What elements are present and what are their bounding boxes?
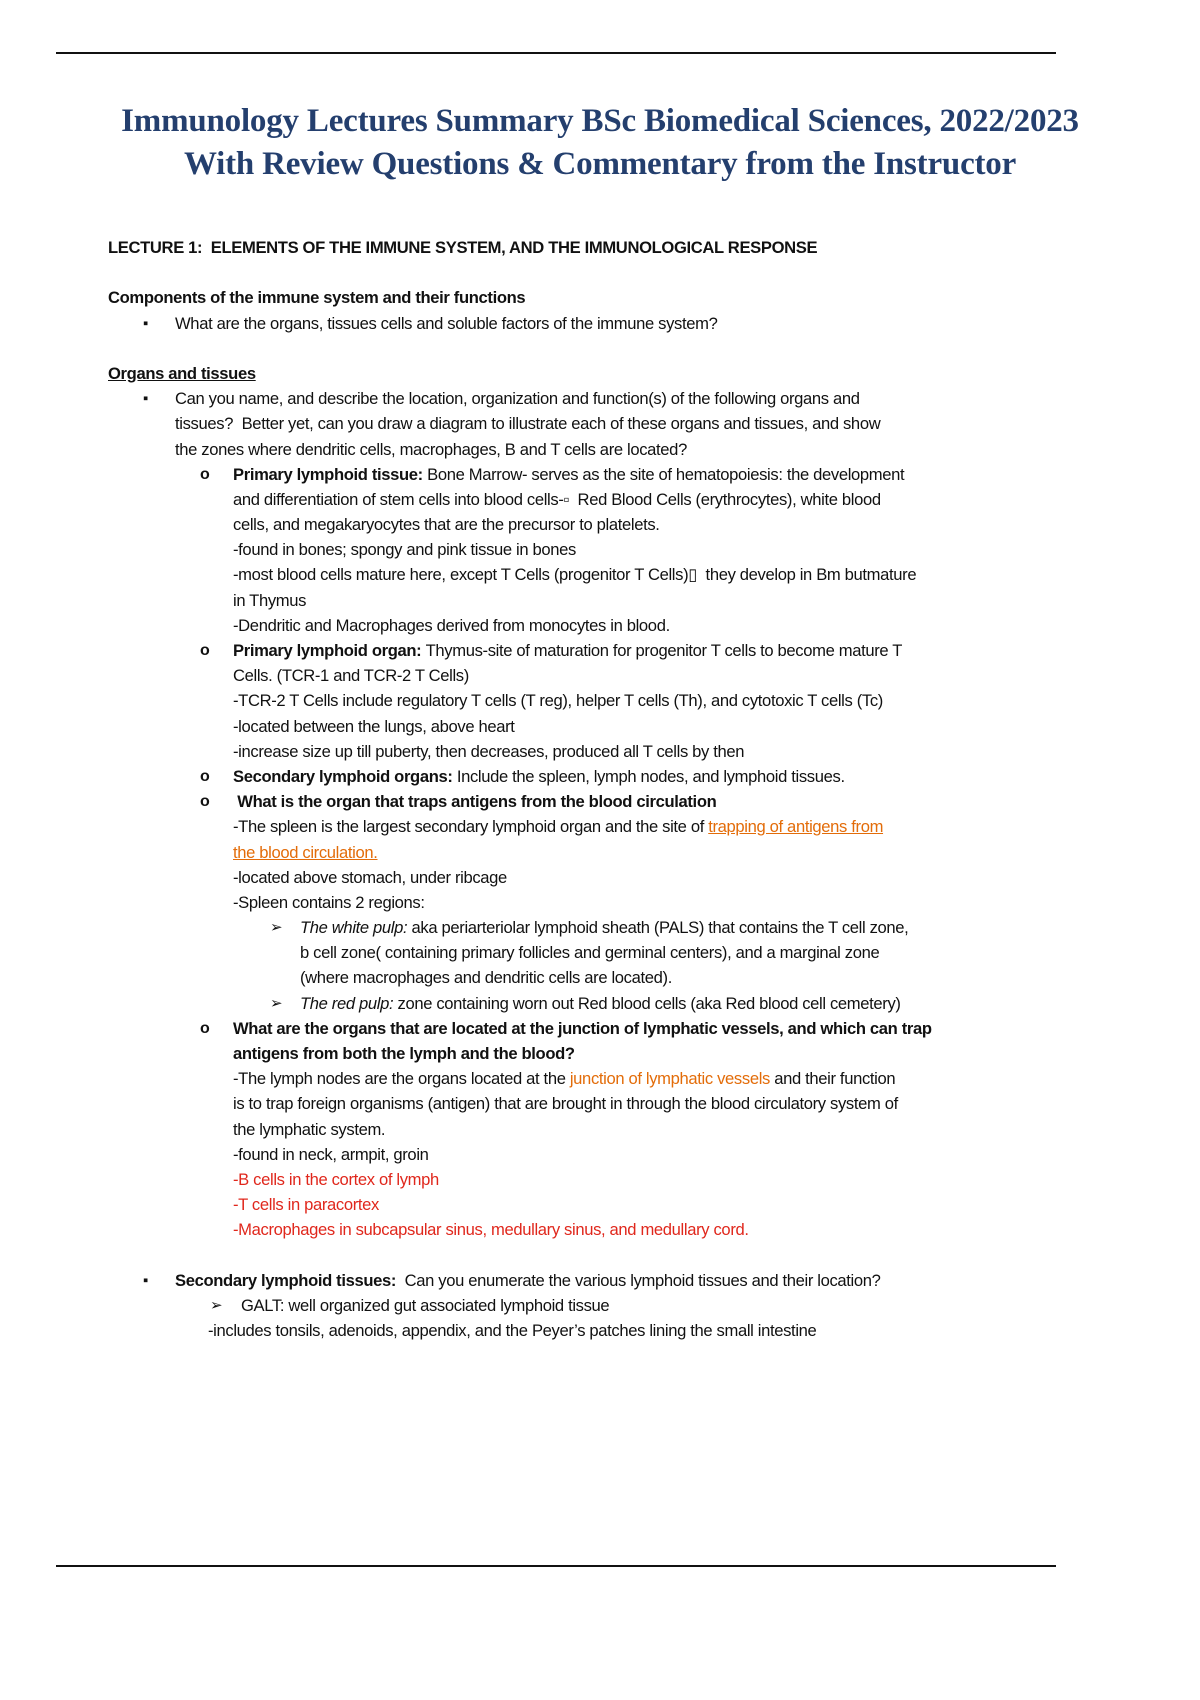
- document-title-line-1: Immunology Lectures Summary BSc Biomedical Sciences, 2022/2023: [121, 103, 1079, 139]
- bullet-arrow-icon: ➢: [210, 1296, 223, 1314]
- blank-line: [0, 260, 1200, 285]
- line-text: [233, 840, 378, 865]
- line-text: [233, 865, 507, 890]
- text: Bone Marrow- serves as the site of hematopoiesis: the development: [427, 464, 905, 484]
- line-text: [233, 487, 881, 512]
- line-text: [108, 285, 525, 310]
- line-text: [233, 562, 916, 587]
- bold-text: Organs and tissues: [108, 363, 256, 383]
- line-text: [300, 940, 879, 965]
- text: Thymus-site of maturation for progenitor T cells to become mature T: [425, 641, 903, 660]
- text: -TCR-2 T Cells include regulatory T cells (T reg), helper T cells (Th), and cytotoxic T cells (Tc): [233, 691, 883, 711]
- text-line: [0, 915, 1200, 940]
- line-text: [233, 588, 306, 613]
- document-body: [0, 235, 1200, 1343]
- text: and differentiation of stem cells into blood cells-▫ Red Blood Cells (erythrocytes), white blood: [233, 489, 881, 509]
- text-line: [0, 386, 1200, 411]
- line-text: [233, 613, 670, 638]
- line-text: [300, 965, 672, 990]
- orange-highlight-text: the blood circulation.: [233, 842, 378, 862]
- bold-text: Secondary lymphoid tissues:: [175, 1270, 397, 1290]
- top-rule: [56, 52, 1056, 54]
- line-text: [233, 663, 469, 688]
- text-line: [0, 235, 1200, 260]
- text-line: [0, 588, 1200, 613]
- line-text: [108, 235, 817, 260]
- bullet-arrow-icon: ➢: [270, 994, 283, 1012]
- text-line: [0, 814, 1200, 839]
- bold-text: LECTURE 1: ELEMENTS OF THE IMMUNE SYSTEM, AND THE IMMUNOLOGICAL RESPONSE: [108, 238, 818, 257]
- red-highlight-text: -Macrophages in subcapsular sinus, medullary sinus, and medullary cord.: [233, 1220, 749, 1240]
- blank-line: [0, 336, 1200, 361]
- text-line: [0, 1192, 1200, 1217]
- line-text: [233, 1142, 429, 1167]
- text-line: [0, 688, 1200, 713]
- text: tissues? Better yet, can you draw a diagram to illustrate each of these organs and tissues, and show: [175, 414, 881, 434]
- text: -located between the lungs, above heart: [233, 716, 515, 736]
- text: -The spleen is the largest secondary lymphoid organ and the site of: [233, 817, 709, 837]
- text: -found in bones; spongy and pink tissue in bones: [233, 540, 576, 560]
- text: -The lymph nodes are the organs located at the: [233, 1069, 570, 1089]
- text-line: [0, 487, 1200, 512]
- text: -located above stomach, under ribcage: [233, 867, 507, 887]
- text: the zones where dendritic cells, macrophages, B and T cells are located?: [175, 439, 687, 459]
- line-text: [233, 1192, 379, 1217]
- text-line: [0, 1167, 1200, 1192]
- line-text: [233, 890, 425, 915]
- bold-text: Components of the immune system and their functions: [108, 288, 526, 308]
- text: -found in neck, armpit, groin: [233, 1144, 429, 1164]
- text: Include the spleen, lymph nodes, and lymphoid tissues.: [456, 766, 845, 786]
- text-line: [0, 1318, 1200, 1343]
- text: Can you enumerate the various lymphoid tissues and their location?: [396, 1270, 881, 1290]
- text-line: [0, 411, 1200, 436]
- line-text: [233, 1091, 898, 1116]
- bold-text: What are the organs that are located at the junction of lymphatic vessels, and which can trap: [233, 1018, 932, 1038]
- bullet-circle-icon: o: [200, 1019, 210, 1037]
- bullet-square-icon: ▪: [143, 390, 148, 408]
- text-line: [0, 537, 1200, 562]
- line-text: [233, 714, 515, 739]
- text-line: [0, 1091, 1200, 1116]
- text: cells, and megakaryocytes that are the precursor to platelets.: [233, 515, 660, 535]
- line-text: [175, 411, 880, 436]
- italic-text: The red pulp:: [300, 993, 394, 1013]
- line-text: [233, 1016, 932, 1041]
- line-text: [175, 311, 717, 336]
- bullet-square-icon: ▪: [143, 1271, 148, 1289]
- text-line: [0, 663, 1200, 688]
- text: (where macrophages and dendritic cells are located).: [300, 968, 672, 988]
- line-text: [233, 537, 576, 562]
- text-line: [0, 638, 1200, 663]
- text-line: [0, 1142, 1200, 1167]
- text-line: [0, 1041, 1200, 1066]
- line-text: [233, 1041, 575, 1066]
- line-text: [233, 688, 883, 713]
- text-line: [0, 764, 1200, 789]
- line-text: [208, 1318, 816, 1343]
- text-line: [0, 714, 1200, 739]
- text-line: [0, 840, 1200, 865]
- text: GALT: well organized gut associated lymphoid tissue: [241, 1295, 610, 1315]
- text-line: [0, 1016, 1200, 1041]
- line-text: [233, 764, 845, 789]
- document-title-line-2: With Review Questions & Commentary from the Instructor: [183, 146, 1017, 182]
- line-text: [175, 386, 860, 411]
- line-text: [300, 991, 901, 1016]
- line-text: [233, 512, 660, 537]
- text-line: [0, 512, 1200, 537]
- text: Can you name, and describe the location, organization and function(s) of the following organs and: [175, 389, 860, 409]
- text-line: [0, 789, 1200, 814]
- line-text: [175, 437, 687, 462]
- text-line: [0, 1293, 1200, 1318]
- bullet-circle-icon: o: [200, 767, 210, 785]
- red-highlight-text: -T cells in paracortex: [233, 1195, 380, 1215]
- text-line: [0, 1117, 1200, 1142]
- bold-text: Primary lymphoid organ:: [233, 641, 426, 660]
- line-text: [233, 814, 883, 839]
- bullet-circle-icon: o: [200, 642, 210, 659]
- line-text: [233, 1117, 385, 1142]
- bold-text: Primary lymphoid tissue:: [233, 464, 428, 484]
- text: aka periarteriolar lymphoid sheath (PALS) that contains the T cell zone,: [407, 918, 909, 938]
- line-text: [233, 1066, 895, 1091]
- text-line: [0, 361, 1200, 386]
- text-line: [0, 940, 1200, 965]
- text-line: [0, 311, 1200, 336]
- text-line: [0, 991, 1200, 1016]
- text: b cell zone( containing primary follicles and germinal centers), and a marginal zone: [300, 943, 880, 963]
- text-line: [0, 462, 1200, 487]
- text-line: [0, 1066, 1200, 1091]
- bold-text: Secondary lymphoid organs:: [233, 766, 457, 786]
- text: -most blood cells mature here, except T Cells (progenitor T Cells)▯ they develop in Bm butmature: [233, 565, 917, 585]
- text-line: [0, 613, 1200, 638]
- blank-line: [0, 1243, 1200, 1268]
- bold-text: What is the organ that traps antigens from the blood circulation: [233, 792, 717, 812]
- bullet-circle-icon: o: [200, 465, 210, 483]
- bottom-rule: [56, 1565, 1056, 1567]
- text: -Spleen contains 2 regions:: [233, 892, 425, 912]
- text-line: [0, 1217, 1200, 1242]
- line-text: [241, 1293, 609, 1318]
- text-line: [0, 890, 1200, 915]
- italic-text: The white pulp:: [300, 918, 408, 938]
- line-text: [233, 1217, 749, 1242]
- text: What are the organs, tissues cells and soluble factors of the immune system?: [175, 313, 718, 333]
- orange-highlight-text: trapping of antigens from: [708, 817, 884, 837]
- text: and their function: [769, 1069, 896, 1089]
- text: in Thymus: [233, 590, 307, 610]
- line-text: [108, 361, 256, 386]
- line-text: [233, 739, 744, 764]
- line-text: [175, 1268, 881, 1293]
- text-line: [0, 285, 1200, 310]
- text: Cells. (TCR-1 and TCR-2 T Cells): [233, 666, 469, 686]
- text-line: [0, 739, 1200, 764]
- line-text: [233, 789, 716, 814]
- bullet-arrow-icon: ➢: [270, 919, 283, 937]
- text: -includes tonsils, adenoids, appendix, and the Peyer’s patches lining the small intestine: [208, 1321, 817, 1341]
- line-text: [300, 915, 908, 940]
- text: is to trap foreign organisms (antigen) that are brought in through the blood circulatory system of: [233, 1094, 898, 1114]
- bullet-circle-icon: o: [200, 793, 210, 811]
- text-line: [0, 965, 1200, 990]
- text: zone containing worn out Red blood cells (aka Red blood cell cemetery): [393, 993, 901, 1013]
- text-line: [0, 562, 1200, 587]
- text: the lymphatic system.: [233, 1119, 386, 1139]
- text: -Dendritic and Macrophages derived from monocytes in blood.: [233, 615, 670, 635]
- bold-text: antigens from both the lymph and the blood?: [233, 1044, 575, 1063]
- red-highlight-text: -B cells in the cortex of lymph: [233, 1169, 439, 1189]
- text-line: [0, 865, 1200, 890]
- line-text: [233, 1167, 439, 1192]
- line-text: [233, 638, 902, 663]
- line-text: [233, 462, 904, 487]
- bullet-square-icon: ▪: [143, 314, 148, 332]
- orange-highlight-text: junction of lymphatic vessels: [569, 1069, 770, 1089]
- text-line: [0, 437, 1200, 462]
- text-line: [0, 1268, 1200, 1293]
- text: -increase size up till puberty, then decreases, produced all T cells by then: [233, 741, 745, 761]
